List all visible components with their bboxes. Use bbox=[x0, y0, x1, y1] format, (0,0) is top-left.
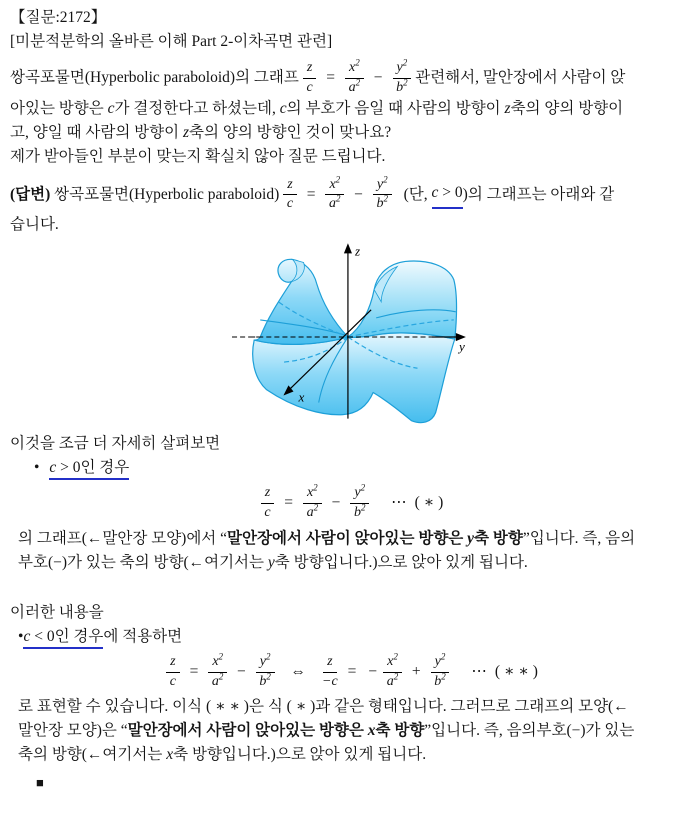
condition-c-positive: c > 0 bbox=[432, 181, 463, 209]
var-z: z bbox=[504, 99, 511, 117]
minus-sign: − bbox=[373, 69, 383, 87]
question-text: 관련해서, 말안장에서 사람이 앉 bbox=[415, 69, 626, 87]
explanation2-line-1: 로 표현할 수 있습니다. 이식 ( ∗ ∗ )은 식 ( ∗ )과 같은 형태입니다. 그러므로 그래프의 모양(← bbox=[18, 698, 629, 716]
formula-star bbox=[10, 482, 690, 522]
axis-label-x: x bbox=[298, 389, 305, 405]
fraction-x2-a2: $\frac{x^2}{a^2}$ bbox=[345, 60, 364, 97]
formula-double-star bbox=[10, 651, 690, 691]
case-c-negative: c < 0인 경우 bbox=[23, 628, 103, 649]
fraction-y2-b2: $\frac{y^2}{b^2}$ bbox=[373, 177, 392, 214]
z-axis-arrow bbox=[344, 243, 352, 253]
answer-line-2: 습니다. bbox=[10, 216, 59, 234]
var-c: c bbox=[107, 99, 115, 117]
explanation1-line-1: 의 그래프(←말안장 모양)에서 “말안장에서 사람이 앉아있는 방향은 y축 방향”입니다. 즉, 음의 bbox=[18, 529, 636, 547]
question-line-2: 아있는 방향은 c가 결정한다고 하셨는데, c의 부호가 음일 때 사람의 방향이 z축의 양의 방향이 bbox=[10, 99, 624, 117]
fraction-x2-a2: $\frac{x^2}{a^2}$ bbox=[325, 177, 344, 214]
bullet-icon: • bbox=[34, 459, 40, 477]
page-subtitle: [미분적분학의 올바른 이해 Part 2-이차곡면 관련] bbox=[10, 33, 333, 50]
fraction-y2-b2: $\frac{y^2}{b^2}$ bbox=[350, 485, 369, 522]
equals-sign: = bbox=[306, 185, 316, 203]
var-x: x bbox=[166, 746, 174, 764]
minus-sign: − bbox=[368, 663, 378, 681]
var-y: y bbox=[467, 529, 475, 547]
saddle-front-skirt bbox=[253, 333, 455, 423]
minus-sign: − bbox=[331, 494, 341, 512]
fraction-z-c: $\frac{z}{c}$ bbox=[166, 654, 179, 691]
fraction-y2-b2: $\frac{y^2}{b^2}$ bbox=[256, 654, 275, 691]
fraction-z-negc: $\frac{z}{-c}$ bbox=[322, 653, 338, 689]
fraction-x2-a2: $\frac{x^2}{a^2}$ bbox=[208, 654, 227, 691]
fraction-z-c: $\frac{z}{c}$ bbox=[303, 60, 316, 97]
answer-line-1: (답변) 쌍곡포물면(Hyperbolic paraboloid) $\frac{z}{c}$ = $\frac{x^2}{a^2}$ − $\frac{y^2}{b^2}$ (단, c > 0 )의 그래프는 아래와 같 bbox=[10, 173, 615, 212]
answer-text: 쌍곡포물면(Hyperbolic paraboloid) bbox=[54, 185, 280, 203]
explanation2-line-3: 축의 방향(←여기서는 x축 방향입니다.)으로 앉아 있게 됩니다. bbox=[18, 746, 427, 764]
saddle-surface-plot bbox=[230, 239, 482, 426]
equals-sign: = bbox=[284, 494, 293, 512]
page-title: 【질문:2172】 bbox=[10, 9, 107, 26]
fraction-y2-b2: $\frac{y^2}{b^2}$ bbox=[393, 60, 412, 97]
star-label: ( ∗ ) bbox=[414, 494, 444, 512]
question-text: 쌍곡포물면(Hyperbolic paraboloid)의 그래프 bbox=[10, 69, 299, 87]
axis-label-y: y bbox=[459, 339, 465, 355]
equals-sign: = bbox=[189, 663, 199, 681]
answer-label: (답변) bbox=[10, 185, 51, 203]
ellipsis: ⋯ bbox=[391, 494, 409, 512]
saddle-right-wing bbox=[348, 261, 457, 339]
equals-sign: = bbox=[326, 69, 336, 87]
fraction-z-c: $\frac{z}{c}$ bbox=[283, 177, 296, 214]
var-z: z bbox=[182, 123, 190, 141]
fraction-z-c: $\frac{z}{c}$ bbox=[261, 485, 274, 522]
equals-sign: = bbox=[347, 663, 357, 681]
case-c-positive: c > 0인 경우 bbox=[49, 459, 129, 480]
var-c: c bbox=[279, 99, 287, 117]
figure-hyperbolic-paraboloid bbox=[230, 239, 482, 426]
var-x: x bbox=[367, 722, 376, 740]
ellipsis: ⋯ bbox=[471, 663, 489, 681]
plus-sign: + bbox=[411, 663, 421, 681]
question-line-3: 고, 양일 때 사람의 방향이 z축의 양의 방향인 것이 맞나요? bbox=[10, 123, 392, 141]
fraction-x2-a2: $\frac{x^2}{a^2}$ bbox=[303, 485, 322, 522]
explanation2-line-2: 말안장 모양)은 “말안장에서 사람이 앉아있는 방향은 x축 방향”입니다. 즉, 음의부호(−)가 있는 bbox=[18, 722, 635, 740]
end-of-answer-mark: ■ bbox=[36, 775, 44, 791]
var-y: y bbox=[267, 553, 275, 571]
minus-sign: − bbox=[354, 185, 363, 203]
fraction-y2-b2: $\frac{y^2}{b^2}$ bbox=[431, 654, 450, 691]
case-positive-bullet bbox=[10, 456, 690, 480]
bullet-icon: • bbox=[18, 627, 24, 645]
case-negative-bullet: •c < 0인 경우에 적용하면 bbox=[10, 625, 690, 649]
question-line-4: 제가 받아들인 부분이 맞는지 확실치 않아 질문 드립니다. bbox=[10, 147, 386, 165]
double-star-label: ( ∗ ∗ ) bbox=[494, 663, 538, 681]
detail-intro: 이것을 조금 더 자세히 살펴보면 bbox=[10, 435, 221, 453]
fraction-x2-a2: $\frac{x^2}{a^2}$ bbox=[383, 654, 402, 691]
minus-sign: − bbox=[237, 663, 246, 681]
iff-sign: ⇔ bbox=[290, 663, 306, 681]
question-line-1 bbox=[10, 57, 690, 97]
apply-intro: 이러한 내용을 bbox=[10, 603, 104, 621]
axis-label-z: z bbox=[354, 243, 361, 259]
explanation1-line-2: 부호(−)가 있는 축의 방향(←여기서는 y축 방향입니다.)으로 앉아 있게 됩니다. bbox=[18, 553, 528, 571]
